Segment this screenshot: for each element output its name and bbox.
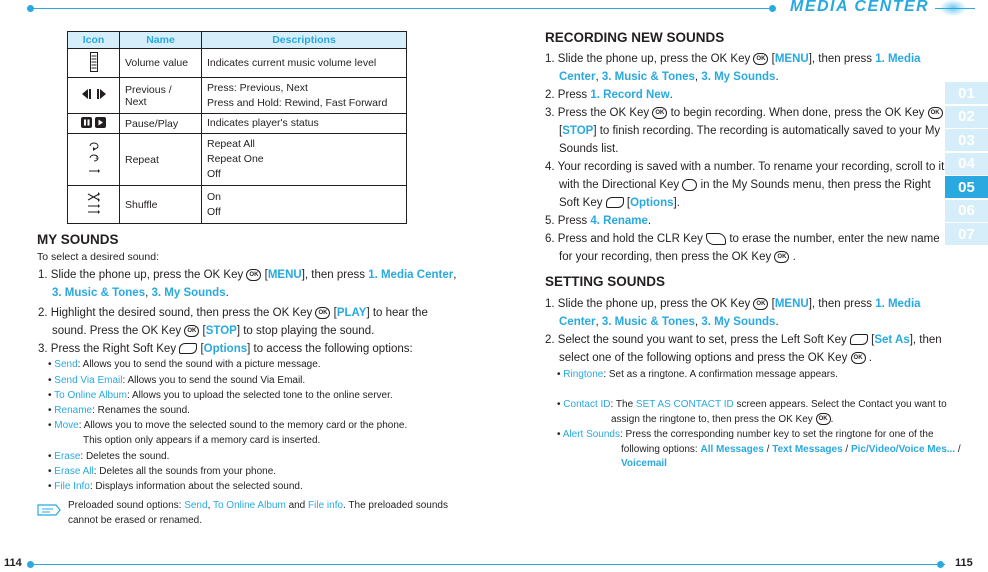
ok-key-icon: OK [315,307,330,319]
option-alert-sounds: • Alert Sounds: Press the corresponding number key to set the ringtone for one of the [557,429,934,440]
option-erase: • Erase: Deletes the sound. [48,451,170,462]
recording-step-3-cont: [STOP] to finish recording. The recording is automatically saved to your My [559,125,941,137]
table-header-row [68,32,407,49]
ok-key-icon: OK [652,107,667,119]
table-cell-desc: On Off [202,186,407,224]
setting-heading: SETTING SOUNDS [545,274,666,289]
table-cell-icon [68,114,120,134]
chapter-tab-04[interactable]: 04 [945,153,988,175]
my-sounds-step-1-cont: 3. Music & Tones, 3. My Sounds. [52,287,229,299]
page-number-left: 114 [4,557,22,569]
setting-step-1-cont: Center, 3. Music & Tones, 3. My Sounds. [559,316,779,328]
option-erase-all: • Erase All: Deletes all the sounds from your phone. [48,466,277,477]
table-cell-name: Pause/Play [120,114,202,134]
shuffle-icon [87,191,101,215]
option-move-note: This option only appears if a memory card is inserted. [83,435,321,446]
ok-key-icon: OK [184,325,199,337]
table-row [68,49,407,78]
right-soft-key-icon [179,343,197,354]
chapter-tab-02[interactable]: 02 [945,106,988,128]
note-icon [36,502,62,518]
ok-key-icon: OK [753,298,768,310]
footer-rule-dot-left [27,561,34,568]
table-cell-desc: Indicates current music volume level [202,49,407,78]
page-number-right: 115 [955,557,973,569]
recording-heading: RECORDING NEW SOUNDS [545,30,725,45]
option-alert-sounds-cont2: Voicemail [621,458,667,469]
table-cell-icon [68,134,120,186]
setting-step-2: 2. Select the sound you want to set, press the Left Soft Key [Set As], then [545,334,942,346]
recording-step-3-cont2: Sounds list. [559,143,619,155]
directional-key-icon [682,179,697,191]
my-sounds-step-3: 3. Press the Right Soft Key [Options] to access the following options: [38,343,413,355]
player-icons-table [67,31,407,224]
recording-step-6-cont: for your recording, then press the OK Key OK . [559,251,796,263]
svg-text:1: 1 [94,155,98,161]
table-cell-name: Shuffle [120,186,202,224]
table-cell-name: Previous / Next [120,78,202,114]
chapter-tab-01[interactable]: 01 [945,82,988,104]
col-header-desc: Descriptions [202,32,407,49]
option-send: • Send: Allows you to send the sound with a picture message. [48,359,321,370]
recording-step-4-cont2: Soft Key [Options]. [559,197,680,209]
chapter-tab-03[interactable]: 03 [945,129,988,151]
table-cell-icon [68,49,120,78]
table-row [68,78,407,114]
chapter-tab-07[interactable]: 07 [945,223,988,245]
option-move: • Move: Allows you to move the selected sound to the memory card or the phone. [48,420,408,431]
header-rule-end [935,8,975,9]
previous-next-icon [82,89,106,99]
preloaded-note-cont: cannot be erased or renamed. [68,515,202,526]
repeat-icon [87,140,101,176]
table-cell-name: Volume value [120,49,202,78]
col-header-name: Name [120,32,202,49]
footer-rule [30,564,945,565]
header-rule [30,8,775,9]
table-cell-name: Repeat [120,134,202,186]
table-cell-icon [68,78,120,114]
my-sounds-intro: To select a desired sound: [37,251,159,263]
table-cell-icon [68,186,120,224]
section-title: MEDIA CENTER [790,0,930,15]
table-row [68,186,407,224]
table-row [68,114,407,134]
recording-step-6: 6. Press and hold the CLR Key to erase the number, enter the new name [545,233,940,245]
right-soft-key-icon [606,197,624,208]
option-file-info: • File Info: Displays information about the selected sound. [48,481,303,492]
ok-key-icon: OK [246,269,261,281]
volume-bar-icon [90,52,98,72]
left-soft-key-icon [850,334,868,345]
option-to-online-album: • To Online Album: Allows you to upload the selected tone to the online server. [48,390,393,401]
recording-step-4: 4. Your recording is saved with a number. To rename your recording, scroll to it [545,161,945,173]
option-contact-id-cont: assign the ringtone to, then press the OK Key OK . [611,414,834,425]
chapter-tabs [945,82,988,247]
table-cell-desc: Indicates player's status [202,114,407,134]
recording-step-1: 1. Slide the phone up, press the OK Key OK [MENU], then press 1. Media [545,53,921,65]
ok-key-icon: OK [928,107,943,119]
my-sounds-step-1: 1. Slide the phone up, press the OK Key OK [MENU], then press 1. Media Center, [38,269,457,281]
table-cell-desc: Press: Previous, Next Press and Hold: Rewind, Fast Forward [202,78,407,114]
my-sounds-step-2: 2. Highlight the desired sound, then press the OK Key OK [PLAY] to hear the [38,307,428,319]
table-cell-desc: Repeat All Repeat One Off [202,134,407,186]
option-alert-sounds-cont: following options: All Messages / Text Messages / Pic/Video/Voice Mes... / [621,444,961,455]
recording-step-3: 3. Press the OK Key OK to begin recording. When done, press the OK Key OK [545,104,943,122]
pause-play-icon [81,117,107,128]
option-rename: • Rename: Renames the sound. [48,405,190,416]
footer-rule-dot-right [937,561,944,568]
recording-step-4-cont: with the Directional Key in the My Sounds menu, then press the Right [559,179,931,191]
ok-key-icon: OK [753,53,768,65]
header-rule-dot-left [27,5,34,12]
setting-step-1: 1. Slide the phone up, press the OK Key OK [MENU], then press 1. Media [545,298,921,310]
col-header-icon: Icon [68,32,120,49]
option-send-via-email: • Send Via Email: Allows you to send the sound Via Email. [48,375,306,386]
ok-key-icon: OK [851,352,866,364]
ok-key-icon: OK [816,413,831,425]
preloaded-note: Preloaded sound options: Send, To Online Album and File info. The preloaded sounds [68,500,448,511]
clr-key-icon [706,233,726,245]
header-rule-dot-right [769,5,776,12]
recording-step-2: 2. Press 1. Record New. [545,89,673,101]
recording-step-1-cont: Center, 3. Music & Tones, 3. My Sounds. [559,71,779,83]
option-ringtone: • Ringtone: Set as a ringtone. A confirmation message appears. [557,369,838,380]
chapter-tab-06[interactable]: 06 [945,200,988,222]
my-sounds-step-2-cont: sound. Press the OK Key OK [STOP] to stop playing the sound. [52,325,375,337]
ok-key-icon: OK [774,251,789,263]
setting-step-2-cont: select one of the following options and press the OK Key OK . [559,352,872,364]
my-sounds-heading: MY SOUNDS [37,232,119,247]
chapter-tab-05[interactable]: 05 [945,176,988,198]
option-contact-id: • Contact ID: The SET AS CONTACT ID screen appears. Select the Contact you want to [557,399,947,410]
table-row [68,134,407,186]
recording-step-5: 5. Press 4. Rename. [545,215,652,227]
